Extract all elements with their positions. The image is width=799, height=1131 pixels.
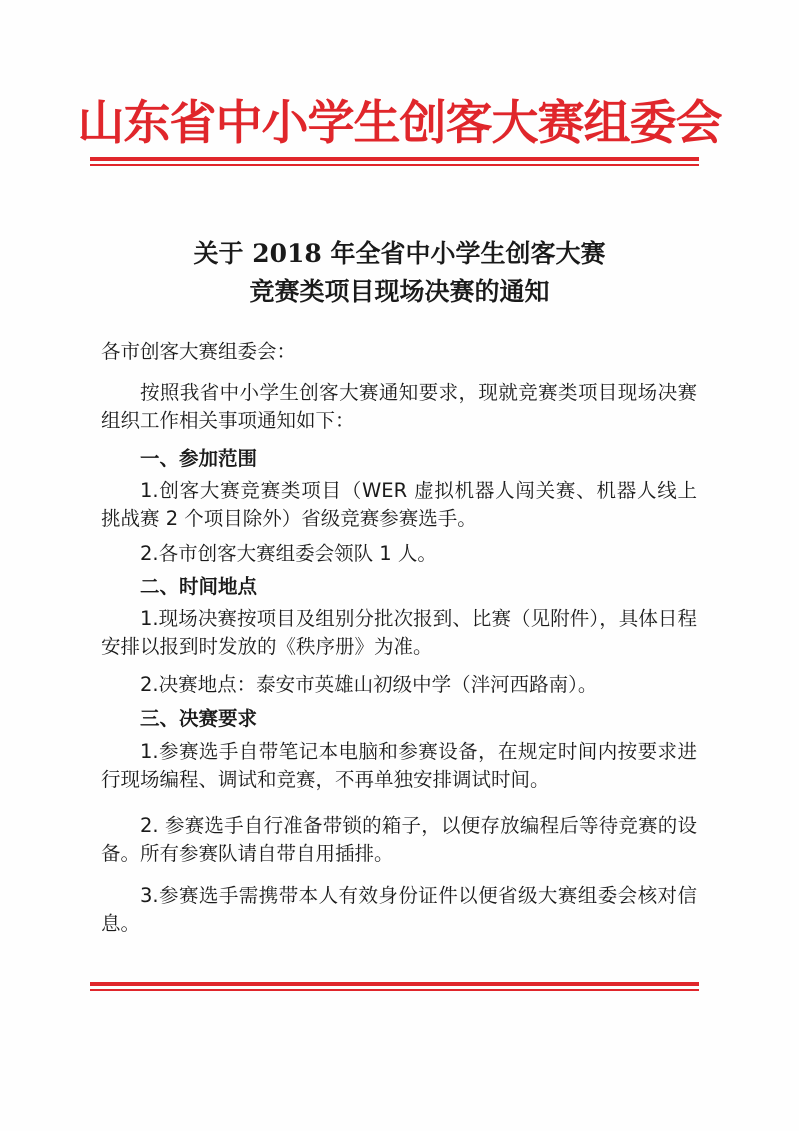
footer-thin-rule: [90, 989, 699, 991]
requirement-item-3: 3.参赛选手需携带本人有效身份证件以便省级大赛组委会核对信息。: [101, 884, 697, 935]
time-place-item-2: 2.决赛地点：泰安市英雄山初级中学（泮河西路南）。: [140, 673, 598, 696]
salutation: 各市创客大赛组委会：: [101, 340, 297, 363]
intro-paragraph: 按照我省中小学生创客大赛通知要求，现就竞赛类项目现场决赛组织工作相关事项通知如下：: [101, 381, 697, 432]
header-thick-rule: [90, 157, 699, 161]
scope-item-1: 1.创客大赛竞赛类项目（WER 虚拟机器人闯关赛、机器人线上挑战赛 2 个项目除外）省级竞赛参赛选手。: [101, 479, 697, 530]
document-title-line-2: 竞赛类项目现场决赛的通知: [249, 277, 550, 306]
section-heading-time-place: 二、时间地点: [140, 575, 258, 598]
section-heading-requirements: 三、决赛要求: [140, 707, 258, 730]
footer-thick-rule: [90, 982, 699, 986]
requirement-item-2: 2. 参赛选手自行准备带锁的箱子，以便存放编程后等待竞赛的设备。所有参赛队请自带自用插排。: [101, 814, 697, 865]
time-place-item-1: 1.现场决赛按项目及组别分批次报到、比赛（见附件），具体日程安排以报到时发放的《秩序册》为准。: [101, 607, 697, 658]
section-heading-scope: 一、参加范围: [140, 447, 258, 470]
scope-item-2: 2.各市创客大赛组委会领队 1 人。: [140, 542, 437, 565]
requirement-item-1: 1.参赛选手自带笔记本电脑和参赛设备，在规定时间内按要求进行现场编程、调试和竞赛，不再单独安排调试时间。: [101, 740, 697, 791]
document-title-line-1: 关于 2018 年全省中小学生创客大赛: [193, 239, 606, 268]
organization-header: 山东省中小学生创客大赛组委会: [77, 96, 722, 151]
header-thin-rule: [90, 164, 699, 166]
